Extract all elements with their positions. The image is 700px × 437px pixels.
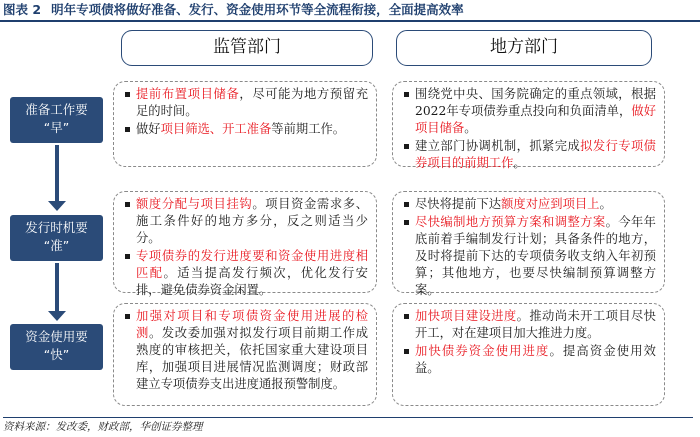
stage-preparation-line2: “早”	[43, 120, 70, 135]
local-issuance-box	[392, 191, 665, 297]
stage-issuance-line1: 发行时机要	[25, 220, 88, 235]
bullet-item: 做好项目筛选、开工准备等前期工作。	[124, 121, 368, 138]
bullet-item: 尽快将提前下达额度对应到项目上。	[403, 196, 656, 213]
stage-fund-line1: 资金使用要	[25, 329, 88, 344]
down-arrow-icon	[52, 263, 62, 321]
regulator-issuance-box	[113, 191, 377, 297]
bullet-item: 尽快编制地方预算方案和调整方案。今年年底前着手编制发行计划；具备条件的地方，及时将提前下达的专项债务收支纳入年初预算；其他地方，也要尽快编制预算调整方案。	[403, 214, 656, 299]
source-note: 资料来源：发改委，财政部，华创证券整理	[3, 417, 693, 435]
bullet-item: 专项债券的发行进度要和资金使用进度相匹配。适当提高发行频次，优化发行安排，避免债券资金闲置。	[124, 248, 368, 299]
stage-issuance-timing	[10, 215, 103, 261]
bullet-item: 建立部门协调机制，抓紧完成拟发行专项债券项目的前期工作。	[403, 138, 656, 172]
column-header-regulator: 监管部门	[121, 30, 373, 66]
regulator-fund-usage-box	[113, 303, 377, 406]
bullet-item: 提前布置项目储备，尽可能为地方预留充足的时间。	[124, 86, 368, 120]
stage-fund-usage	[10, 324, 103, 370]
stage-preparation-line1: 准备工作要	[25, 102, 88, 117]
column-header-local: 地方部门	[396, 30, 652, 66]
bullet-item: 加快项目建设进度。推动尚未开工项目尽快开工，对在建项目加大推进力度。	[403, 308, 656, 342]
figure-title-bar	[0, 0, 700, 22]
bullet-item: 加强对项目和专项债资金使用进展的检测。发改委加强对拟发行项目前期工作成熟度的审核把关，依托国家重大建设项目库，加强项目进展情况监测调度；财政部建立专项债券支出进度通报预警制度。	[124, 308, 368, 393]
bullet-item: 额度分配与项目挂钩。项目资金需求多、施工条件好的地方多分，反之则适当少分。	[124, 196, 368, 247]
local-fund-usage-box	[392, 303, 665, 406]
stage-preparation	[10, 97, 103, 143]
stage-issuance-line2: “准”	[43, 238, 70, 253]
local-preparation-box	[392, 81, 665, 170]
bullet-item: 加快债券资金使用进度。提高资金使用效益。	[403, 343, 656, 377]
figure-number: 图表 2	[3, 2, 42, 17]
down-arrow-icon	[52, 145, 62, 211]
stage-fund-line2: “快”	[43, 347, 70, 362]
regulator-preparation-box	[113, 81, 377, 167]
bullet-item: 围绕党中央、国务院确定的重点领域，根据2022年专项债券重点投向和负面清单，做好项目储备。	[403, 86, 656, 137]
figure-title: 明年专项债将做好准备、发行、资金使用环节等全流程衔接，全面提高效率	[51, 2, 464, 17]
